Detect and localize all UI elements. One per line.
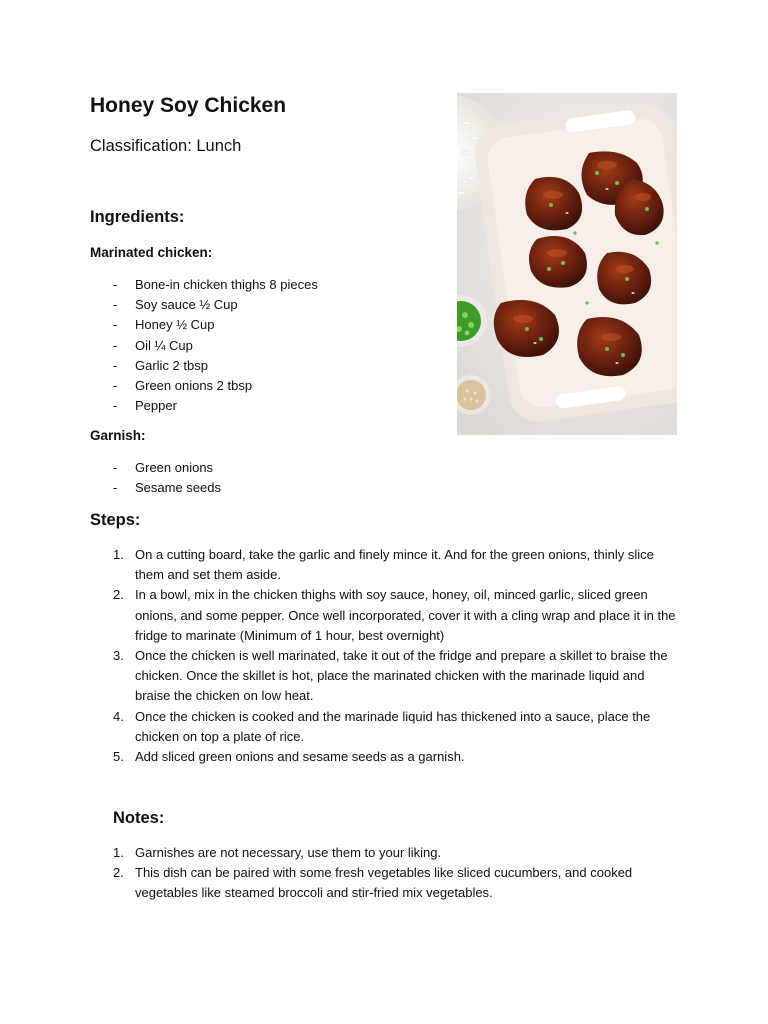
garnish-heading: Garnish: [90,428,146,443]
recipe-classification: Classification: Lunch [90,137,242,155]
list-item: 2. In a bowl, mix in the chicken thighs with soy sauce, honey, oil, minced garlic, sliced green onions, and some pepper. Once well incorporated, cover it with a cling wrap and place it in the fridge to marinate (Minimum of 1 hour, best overnight) [113,587,676,643]
list-item: - Green onions [113,460,214,475]
list-item: - Honey ½ Cup [113,317,215,333]
list-item: 1. On a cutting board, take the garlic and finely mince it. And for the green onions, thinly slice them and set them aside. [113,547,654,583]
notes-heading: Notes: [113,809,165,827]
list-item: 1. Garnishes are not necessary, use them to your liking. [113,845,442,860]
honey-soy-chicken-photo [457,93,677,435]
list-item: 2. This dish can be paired with some fresh vegetables like sliced cucumbers, and cooked vegetables like steamed broccoli and stir-fried mix vegetables. [113,865,633,901]
marinated-ingredient-list [90,275,318,416]
list-item: - Sesame seeds [113,480,221,496]
list-item: - Garlic 2 tbsp [113,357,208,373]
list-item: - Oil ¼ Cup [113,337,193,353]
list-item: - Bone-in chicken thighs 8 pieces [113,277,318,292]
recipe-title: Honey Soy Chicken [90,94,287,117]
ingredients-heading: Ingredients: [90,208,185,226]
list-item: 3. Once the chicken is well marinated, take it out of the fridge and prepare a skillet to braise the chicken. Once the skillet is hot, place the marinated chicken with the marinade liquid and braise the chicken on low heat. [113,648,668,704]
marinated-chicken-heading: Marinated chicken: [90,245,213,260]
food-photo-illustration [457,93,677,435]
list-item: - Soy sauce ½ Cup [113,297,238,313]
notes-list [90,843,680,904]
garnish-ingredient-list [90,458,221,498]
list-item: 5. Add sliced green onions and sesame seeds as a garnish. [113,749,465,765]
steps-heading: Steps: [90,511,141,529]
steps-list [90,545,680,767]
list-item: - Green onions 2 tbsp [113,377,253,393]
list-item: 4. Once the chicken is cooked and the marinade liquid has thickened into a sauce, place the chicken on top a plate of rice. [113,708,651,744]
list-item: - Pepper [113,398,177,414]
